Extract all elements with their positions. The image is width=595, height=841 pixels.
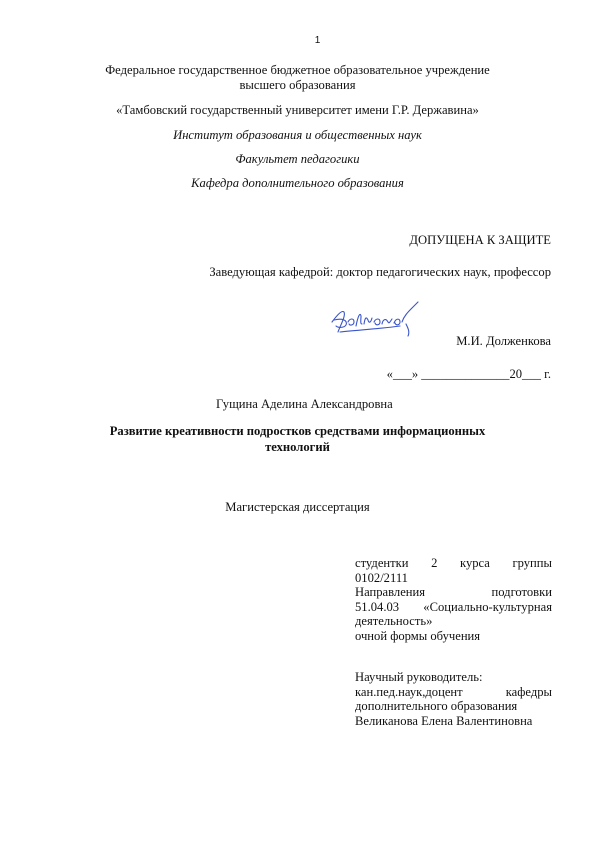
student-info-line-6: очной формы обучения [355,628,481,643]
signature-image [328,292,420,338]
thesis-title-line-2: технологий [265,440,330,454]
student-info-line-3: Направления подготовки [355,585,552,600]
institute-name: Институт образования и общественных наук [173,128,422,142]
supervisor-line-2: дополнительного образования [355,699,518,714]
thesis-title-line-1: Развитие креативности подростков средствами информационных [109,424,486,438]
page-number: 1 [314,35,321,46]
supervisor-info [355,670,552,728]
student-info [355,556,552,644]
student-info-line-1: студентки 2 курса группы [355,556,552,570]
author-name: Гущина Аделина Александровна [216,397,393,411]
student-info-line-5: деятельность» [355,614,433,629]
head-position: Заведующая кафедрой: доктор педагогических наук, профессор [209,265,551,279]
supervisor-line-1: кан.пед.наук,доцент кафедры [355,684,552,699]
head-name: М.И. Долженкова [456,334,551,348]
supervisor-label: Научный руководитель: [355,670,483,684]
department-name: Кафедра дополнительного образования [191,176,404,190]
student-info-line-4: 51.04.03 «Социально-культурная [355,599,552,614]
institution-line-2: высшего образования [239,78,356,92]
approval-date-line: «___» ______________20___ г. [386,367,551,381]
thesis-type: Магистерская диссертация [225,500,370,514]
supervisor-name: Великанова Елена Валентиновна [355,713,533,728]
student-info-line-2: 0102/2111 [355,570,408,585]
institution-line-1: Федеральное государственное бюджетное образовательное учреждение [105,63,490,77]
approval-title: ДОПУЩЕНА К ЗАЩИТЕ [409,233,551,247]
faculty-name: Факультет педагогики [235,152,360,166]
university-name: «Тамбовский государственный университет имени Г.Р. Державина» [116,103,479,117]
